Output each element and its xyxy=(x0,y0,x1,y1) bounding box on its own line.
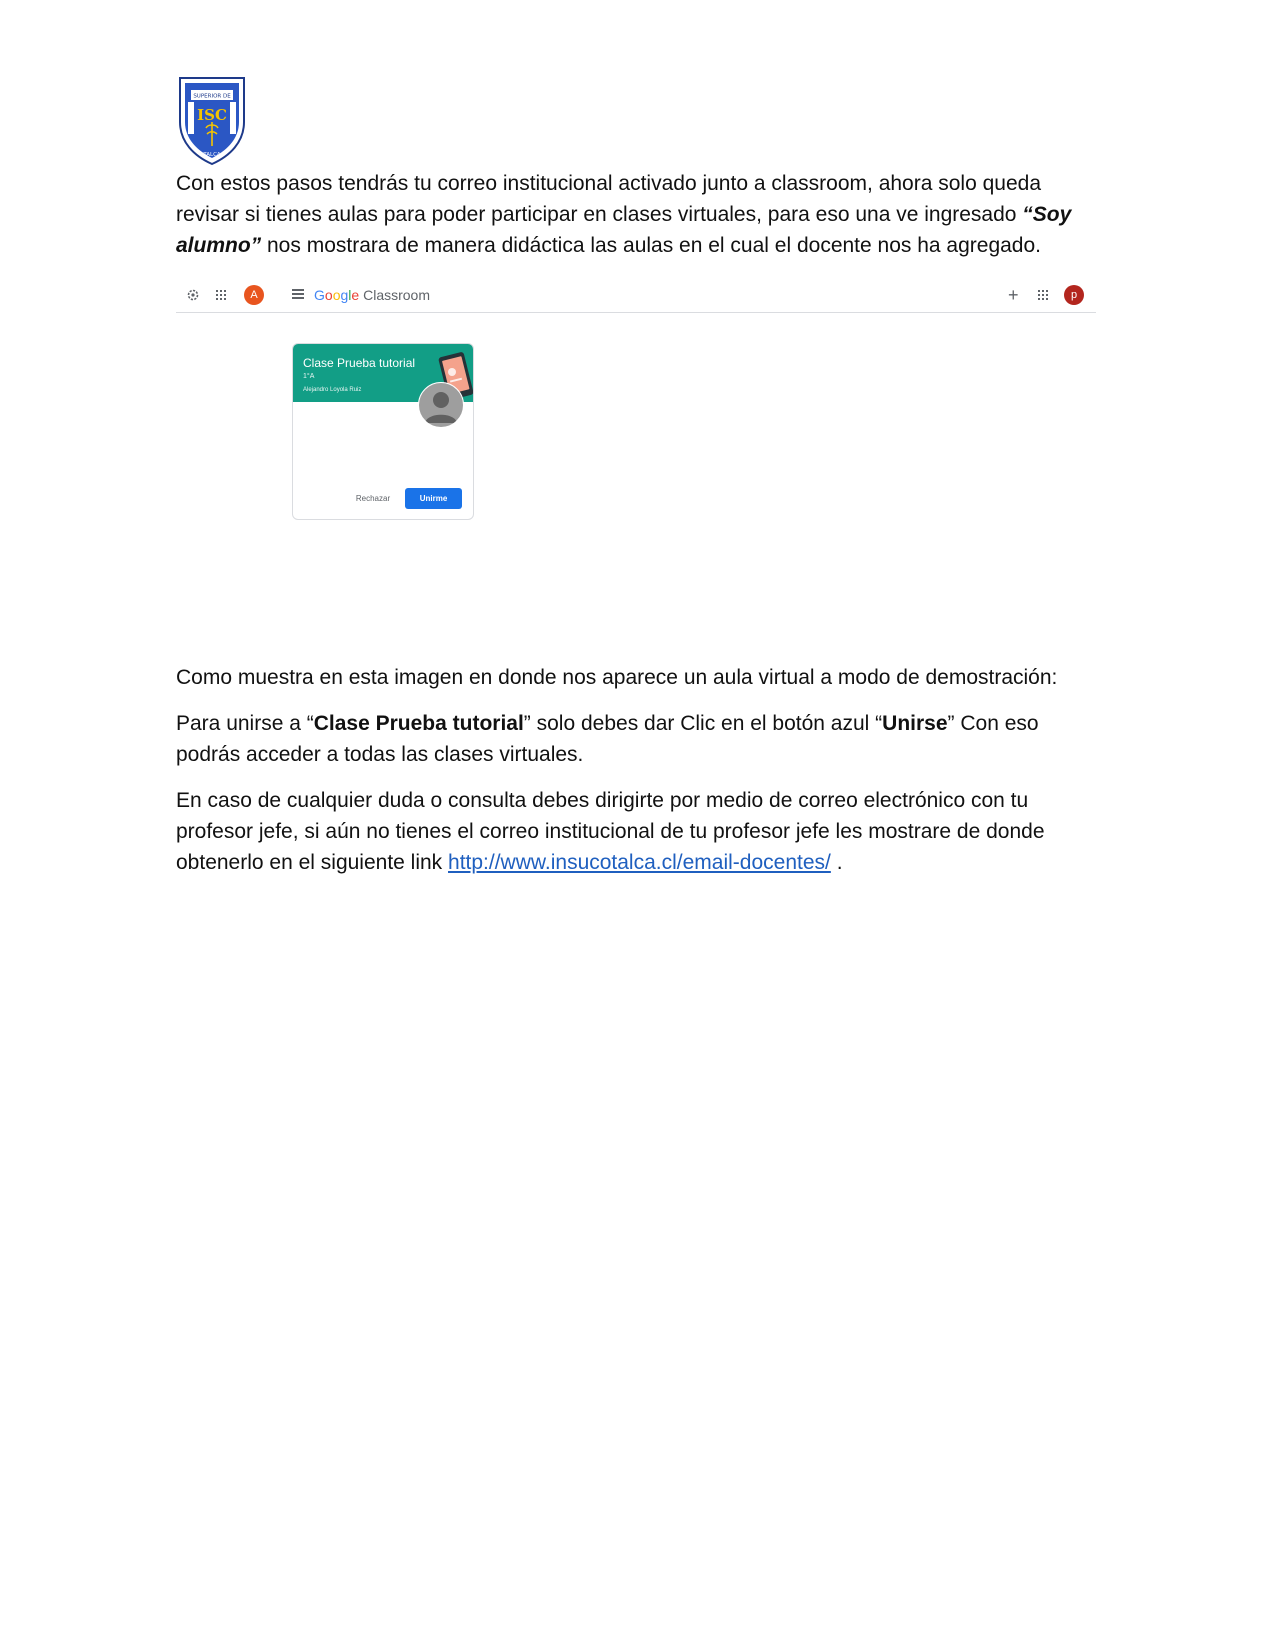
reject-button[interactable]: Rechazar xyxy=(351,488,395,510)
intro-text-after: nos mostrara de manera didáctica las aulas en el cual el docente nos ha agregado. xyxy=(261,234,1041,257)
logo-initials: ISC xyxy=(197,106,227,124)
institution-logo xyxy=(178,76,246,166)
join-button-name: Unirse xyxy=(882,712,948,735)
class-teacher: Alejandro Loyola Ruiz xyxy=(303,387,362,393)
join-text-3: ” Con eso podrás acceder a todas las clases virtuales. xyxy=(176,712,1039,766)
class-invite-card xyxy=(292,343,474,520)
contact-text: En caso de cualquier duda o consulta debes dirigirte por medio de correo electrónico con tu profesor jefe, si aún no tienes el correo institucional de tu profesor jefe les mostrare de donde obtenerlo en el siguiente link xyxy=(176,789,1045,874)
logo-top-text: SUPERIOR DE xyxy=(193,93,231,100)
join-button[interactable]: Unirme xyxy=(405,488,462,509)
teacher-avatar xyxy=(418,382,464,428)
plus-icon[interactable]: + xyxy=(1008,285,1019,305)
contact-paragraph xyxy=(176,785,1096,878)
account-avatar-left[interactable]: A xyxy=(244,285,264,305)
class-section: 1°A xyxy=(303,373,315,380)
logo-bottom-text: TALCA xyxy=(203,152,221,158)
demo-paragraph: Como muestra en esta imagen en donde nos aparece un aula virtual a modo de demostración: xyxy=(176,666,1058,689)
apps-grid-icon[interactable] xyxy=(1036,288,1050,302)
intro-emphasis: “Soy alumno” xyxy=(176,203,1072,257)
email-docentes-link[interactable]: http://www.insucotalca.cl/email-docentes/ xyxy=(448,851,831,874)
google-classroom-brand: Google Classroom xyxy=(314,287,430,303)
join-text-2: ” solo debes dar Clic en el botón azul “ xyxy=(523,712,883,735)
join-text-1: Para unirse a “ xyxy=(176,712,314,735)
classroom-topbar xyxy=(176,278,1096,313)
gear-icon[interactable] xyxy=(186,288,200,302)
intro-text-before: Con estos pasos tendrás tu correo institucional activado junto a classroom, ahora solo queda revisar si tienes aulas para poder participar en clases virtuales, para eso una ve ingresado xyxy=(176,172,1041,226)
join-instructions-paragraph xyxy=(176,708,1096,770)
apps-grid-icon[interactable] xyxy=(214,288,228,302)
card-actions xyxy=(293,488,473,510)
intro-paragraph xyxy=(176,168,1096,261)
menu-icon[interactable] xyxy=(292,289,304,299)
person-icon xyxy=(419,383,463,427)
account-avatar-right[interactable]: p xyxy=(1064,285,1084,305)
class-title[interactable]: Clase Prueba tutorial xyxy=(303,356,416,370)
contact-end: . xyxy=(830,851,843,874)
join-class-name: Clase Prueba tutorial xyxy=(313,712,524,735)
classroom-screenshot xyxy=(176,278,1096,538)
